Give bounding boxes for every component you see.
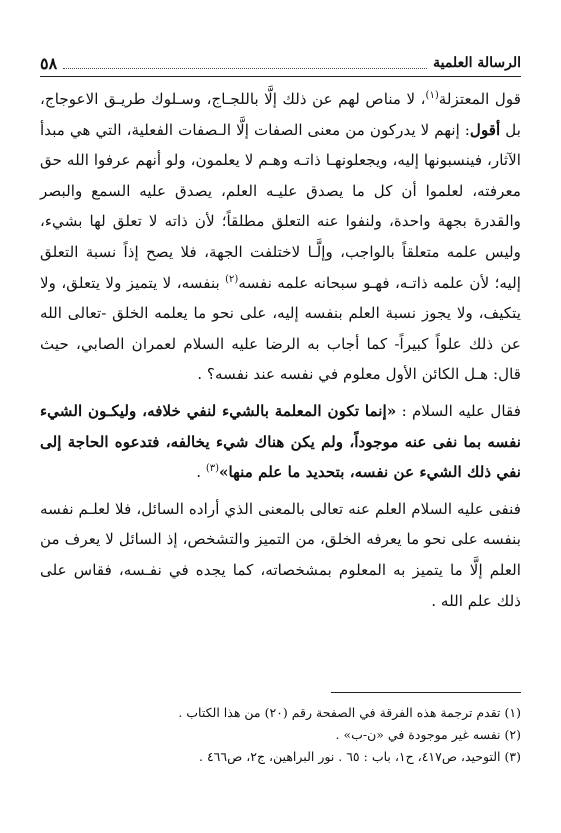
footnote-ref-2: (٢) bbox=[225, 273, 239, 285]
footnotes bbox=[40, 702, 521, 768]
footnote-1: (١) تقدم ترجمة هذه الفرقة في الصفحة رقم (٢٠) من هذا الكتاب . bbox=[178, 705, 521, 720]
text-run: قول المعتزلة bbox=[438, 90, 521, 108]
footnote-2: (٢) نفسه غير موجودة في «ن-ب» . bbox=[335, 727, 521, 742]
running-title: الرسالة العلمية bbox=[433, 55, 521, 71]
paragraph-1 bbox=[40, 84, 521, 390]
text-run: فقال عليه السلام : bbox=[396, 401, 521, 420]
page-number: ٥٨ bbox=[40, 53, 58, 73]
footnote-ref-1: (١) bbox=[425, 89, 439, 101]
footnote-ref-3: (٣) bbox=[205, 463, 220, 475]
text-run: : إنهم لا يدركون من معنى الصفات إلَّا الـصفات الفعلية، التي هي مبدأ الآثار، فينسبونها إليه، ويجعلونهـا ذاتـه وهـم لا يعلمون، ولو أنهم عرفوا الله حق معرفته، لعلموا أن كل ما يصدق عليـه العلم، يصدق عليه السمع والبصر والقدرة بجهة واحدة، ولنفوا عنه التعلق مطلقاً؛ لأن ذاته لا تعلق لها بشيء، وليس علمه متعلقاً بالواجب، وإلَّـا لاختلفت الجهة، فلا يصح إذاً نسبة التعلق إليه؛ لأن علمه ذاتـه، فهـو سبحانه علمه نفسه bbox=[40, 120, 521, 292]
text-run: ، لا مناص لهم عن ذلك إلَّا باللجـاج، وسـلوك طريـق الاعوجاج، بل bbox=[40, 90, 521, 139]
text-run: . bbox=[196, 463, 206, 482]
paragraph-2 bbox=[40, 396, 521, 488]
bold-term: أقول bbox=[469, 120, 501, 139]
bold-quote: «إنما تكون المعلمة بالشيء لنفي خلافه، وليكـون الشيء نفسه بما نفى عنه موجوداً، ولم يكن هناك شيء يخالفه، فتدعوه الحاجة إلى نفي ذلك الشيء عن نفسه، بتحديد ما علم منها» bbox=[40, 401, 521, 482]
main-text bbox=[40, 84, 521, 616]
footnote-3: (٣) التوحيد، ص٤١٧، ح١، باب : ٦٥ . نور البراهين، ج٢، ص٤٦٦ . bbox=[199, 749, 521, 764]
paragraph-3: فنفى عليه السلام العلم عنه تعالى بالمعنى الذي أراده السائل، فلا لعلـم نفسه بنفسه على نحو ما يعرفه الخلق، من التميز والتشخص، إذ السائل لا يعرف من العلم إلَّا ما يتميز به المعلوم بمشخصاته، كما يجده في نفـسه، فقاس على ذلك علم الله . bbox=[40, 499, 521, 610]
text-run: بنفسه، لا يتميز ولا يتعلق، ولا يتكيف، ولا يجوز نسبة العلم بنفسه إليه، على نحو ما يعلمه الخلق -تعالى الله عن ذلك علواً كبيراً- كما أجاب به الرضا عليه السلام لعمران الصابي، حيث قال: هـل الكائن الأول معلوم في نفسه عند نفسه؟ . bbox=[40, 273, 521, 384]
page-header bbox=[40, 50, 521, 77]
header-dotted-leader bbox=[63, 58, 427, 69]
footnote-separator bbox=[331, 692, 521, 693]
